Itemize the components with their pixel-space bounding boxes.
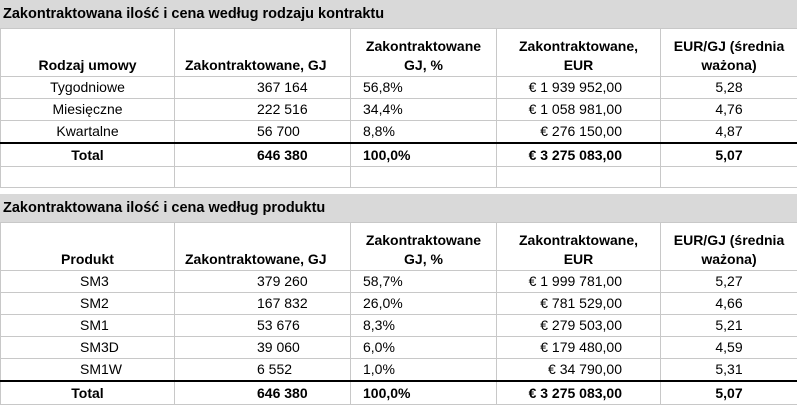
total-name: Total — [1, 143, 175, 167]
header-contracted-gj: Zakontraktowane, GJ — [175, 223, 351, 271]
row-pct: 8,3% — [351, 315, 497, 337]
header-pct-line2: GJ, % — [404, 251, 443, 267]
total-pct: 100,0% — [351, 381, 497, 405]
row-avg: 4,87 — [661, 121, 797, 144]
row-gj: 39 060 — [175, 337, 351, 359]
row-gj: 6 552 — [175, 359, 351, 382]
row-avg: 5,28 — [661, 77, 797, 99]
table-row — [1, 121, 797, 144]
row-eur: € 1 939 952,00 — [497, 77, 661, 99]
row-pct: 6,0% — [351, 337, 497, 359]
row-pct: 34,4% — [351, 99, 497, 121]
row-eur: € 34 790,00 — [497, 359, 661, 382]
row-gj: 167 832 — [175, 293, 351, 315]
table-row — [1, 293, 797, 315]
total-avg: 5,07 — [661, 143, 797, 167]
spacer-row — [1, 167, 797, 188]
header-weighted-avg — [661, 29, 797, 77]
row-eur: € 1 058 981,00 — [497, 99, 661, 121]
header-row — [1, 223, 797, 271]
row-avg: 4,66 — [661, 293, 797, 315]
header-avg-line2: ważona) — [701, 251, 757, 267]
contract-section-title: Zakontraktowana ilość i cena według rodzaju kontraktu — [0, 0, 797, 28]
product-table — [0, 222, 797, 405]
row-name: SM3 — [1, 271, 175, 293]
contract-type-table — [0, 28, 797, 188]
header-avg-line1: EUR/GJ (średnia — [673, 232, 785, 248]
header-contracted-pct — [351, 223, 497, 271]
row-name: Kwartalne — [1, 121, 175, 144]
header-product: Produkt — [1, 223, 175, 271]
row-gj: 222 516 — [175, 99, 351, 121]
total-row — [1, 381, 797, 405]
row-name: SM1 — [1, 315, 175, 337]
table-row — [1, 315, 797, 337]
row-name: Miesięczne — [1, 99, 175, 121]
row-eur: € 276 150,00 — [497, 121, 661, 144]
header-pct-line1: Zakontraktowane — [365, 38, 482, 54]
row-name: SM3D — [1, 337, 175, 359]
table-row — [1, 359, 797, 382]
header-eur-line1: Zakontraktowane, — [518, 38, 639, 54]
row-gj: 379 260 — [175, 271, 351, 293]
row-pct: 56,8% — [351, 77, 497, 99]
row-gj: 53 676 — [175, 315, 351, 337]
header-contracted-eur — [497, 223, 661, 271]
header-contracted-pct — [351, 29, 497, 77]
total-avg: 5,07 — [661, 381, 797, 405]
header-avg-line1: EUR/GJ (średnia — [673, 38, 785, 54]
row-avg: 4,76 — [661, 99, 797, 121]
row-avg: 4,59 — [661, 337, 797, 359]
header-pct-line2: GJ, % — [404, 57, 443, 73]
total-pct: 100,0% — [351, 143, 497, 167]
row-eur: € 1 999 781,00 — [497, 271, 661, 293]
row-name: SM1W — [1, 359, 175, 382]
table-row — [1, 77, 797, 99]
total-gj: 646 380 — [175, 381, 351, 405]
header-eur-line2: EUR — [563, 251, 594, 267]
row-gj: 367 164 — [175, 77, 351, 99]
header-contracted-eur — [497, 29, 661, 77]
header-avg-line2: ważona) — [701, 57, 757, 73]
row-pct: 58,7% — [351, 271, 497, 293]
header-contract-type: Rodzaj umowy — [1, 29, 175, 77]
header-contracted-gj: Zakontraktowane, GJ — [175, 29, 351, 77]
product-section-title: Zakontraktowana ilość i cena według produktu — [0, 194, 797, 222]
header-weighted-avg — [661, 223, 797, 271]
row-pct: 1,0% — [351, 359, 497, 382]
row-avg: 5,21 — [661, 315, 797, 337]
header-eur-line1: Zakontraktowane, — [518, 232, 639, 248]
row-gj: 56 700 — [175, 121, 351, 144]
header-pct-line1: Zakontraktowane — [365, 232, 482, 248]
row-avg: 5,27 — [661, 271, 797, 293]
total-row — [1, 143, 797, 167]
row-eur: € 781 529,00 — [497, 293, 661, 315]
total-gj: 646 380 — [175, 143, 351, 167]
table-row — [1, 99, 797, 121]
header-row — [1, 29, 797, 77]
row-pct: 26,0% — [351, 293, 497, 315]
row-eur: € 279 503,00 — [497, 315, 661, 337]
table-row — [1, 271, 797, 293]
table-row — [1, 337, 797, 359]
row-name: SM2 — [1, 293, 175, 315]
header-eur-line2: EUR — [563, 57, 594, 73]
row-pct: 8,8% — [351, 121, 497, 144]
row-name: Tygodniowe — [1, 77, 175, 99]
total-name: Total — [1, 381, 175, 405]
total-eur: € 3 275 083,00 — [497, 143, 661, 167]
row-avg: 5,31 — [661, 359, 797, 382]
total-eur: € 3 275 083,00 — [497, 381, 661, 405]
row-eur: € 179 480,00 — [497, 337, 661, 359]
